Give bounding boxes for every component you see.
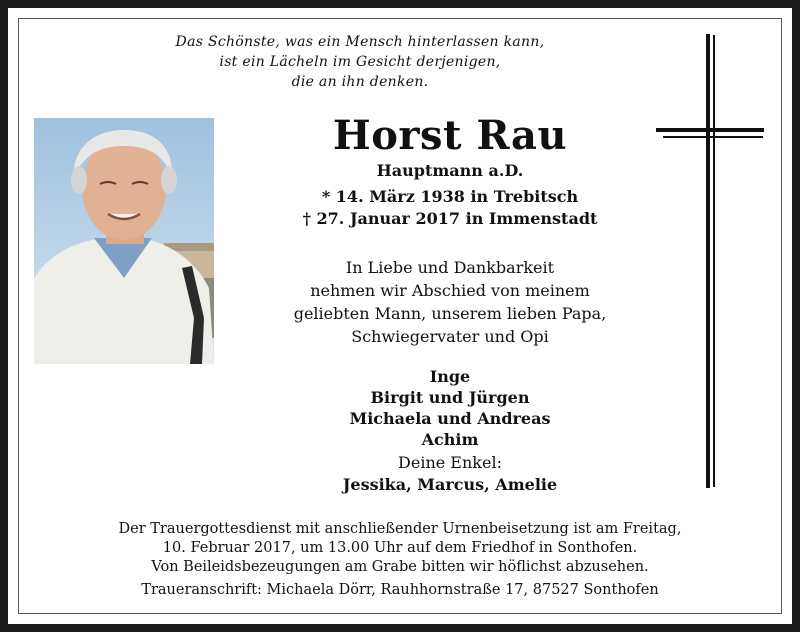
quote-line: ist ein Lächeln im Gesicht derjenigen, xyxy=(219,54,501,70)
service-line: Der Trauergottesdienst mit anschließender Urnenbeisetzung ist am Freitag, xyxy=(118,521,682,537)
cross-crossbar-shadow xyxy=(663,136,763,138)
message-line: geliebten Mann, unserem lieben Papa, xyxy=(293,304,607,323)
service-line: 10. Februar 2017, um 13.00 Uhr auf dem Friedhof in Sonthofen. xyxy=(162,540,638,556)
deceased-name: Horst Rau xyxy=(332,112,568,159)
death-date: † 27. Januar 2017 in Immenstadt xyxy=(302,209,598,228)
message-line: Schwiegervater und Opi xyxy=(351,327,549,346)
cross-icon xyxy=(706,34,710,488)
grandchildren-names: Jessika, Marcus, Amelie xyxy=(342,475,558,494)
portrait-illustration xyxy=(34,118,214,364)
grandchildren-label: Deine Enkel: xyxy=(398,453,502,472)
family-members xyxy=(250,366,650,450)
portrait-photo xyxy=(34,118,214,364)
family-member: Inge xyxy=(429,367,471,386)
life-dates xyxy=(250,186,650,230)
quote-line: die an ihn denken. xyxy=(291,74,429,90)
message-line: In Liebe und Dankbarkeit xyxy=(345,258,555,277)
quote-line: Das Schönste, was ein Mensch hinterlassen kann, xyxy=(175,34,545,50)
cross-crossbar xyxy=(656,128,764,132)
service-line: Von Beileidsbezeugungen am Grabe bitten wir höflichst abzusehen. xyxy=(151,559,649,575)
memorial-quote xyxy=(150,32,570,92)
family-member: Achim xyxy=(421,430,479,449)
message-line: nehmen wir Abschied von meinem xyxy=(310,281,590,300)
deceased-rank: Hauptmann a.D. xyxy=(376,161,524,180)
service-info xyxy=(60,520,740,600)
mourning-address: Traueranschrift: Michaela Dörr, Rauhhornstraße 17, 87527 Sonthofen xyxy=(141,582,659,598)
birth-date: * 14. März 1938 in Trebitsch xyxy=(321,187,579,206)
farewell-message xyxy=(250,256,650,348)
family-member: Michaela und Andreas xyxy=(349,409,551,428)
family-member: Birgit und Jürgen xyxy=(370,388,530,407)
